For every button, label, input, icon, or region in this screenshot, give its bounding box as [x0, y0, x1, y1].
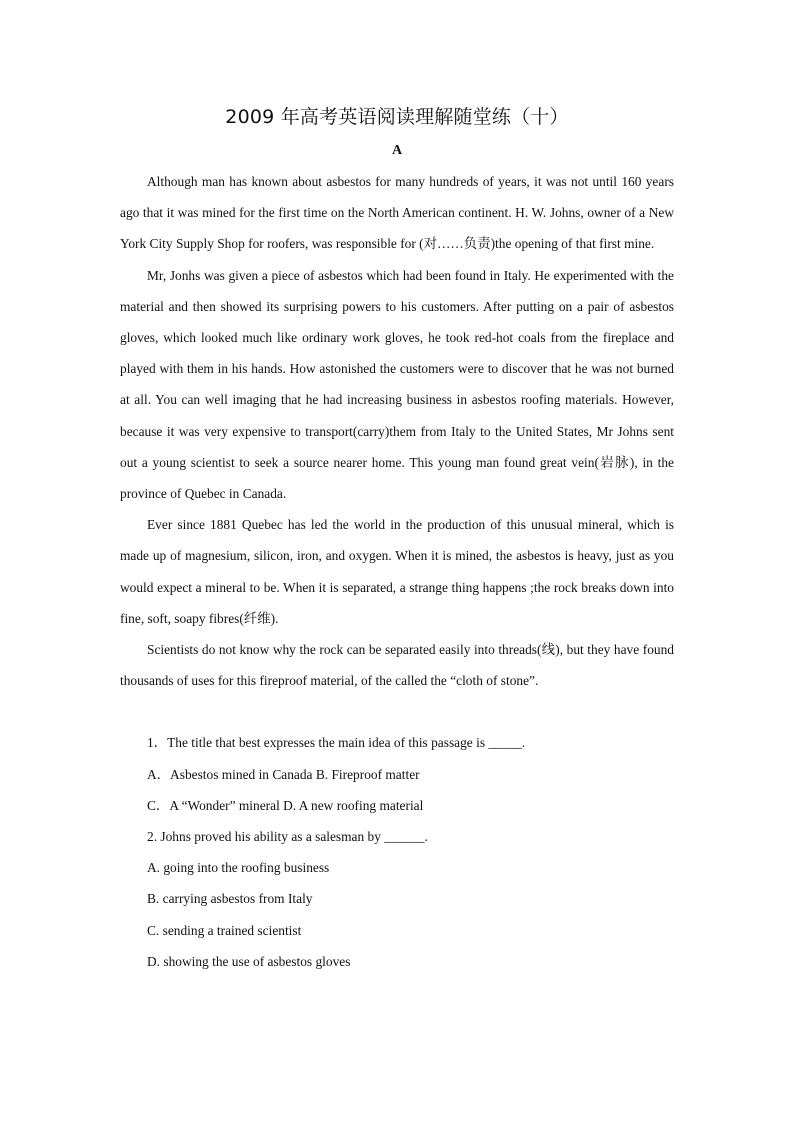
question-1-stem: 1．The title that best expresses the main idea of this passage is _____. — [147, 735, 526, 751]
page-title: 2009 年高考英语阅读理解随堂练（十） — [225, 106, 569, 128]
document-page — [120, 100, 674, 977]
question-2-option-c: C. sending a trained scientist — [147, 922, 302, 938]
question-2-option-d: D. showing the use of asbestos gloves — [147, 953, 351, 969]
question-list — [120, 727, 674, 977]
paragraph-2: Mr, Jonhs was given a piece of asbestos which had been found in Italy. He experimented with the material and then showed its surprising powers to his customers. After putting on a pair of asbestos gloves, which looked much like ordinary work gloves, he took red-hot coals from the fireplace and played with them in his hands. How astonished the customers were to discover that he was not burned at all. You can well imaging that he had increasing business in asbestos roofing materials. However, because it was very expensive to transport(carry)them from Italy to the United States, Mr Johns sent out a young scientist to seek a source nearer home. This young man found great vein(岩脉), in the province of Quebec in Canada. — [120, 267, 674, 502]
question-1-options-ab: A．Asbestos mined in Canada B. Fireproof matter — [147, 766, 420, 782]
question-2-stem: 2. Johns proved his ability as a salesman by ______. — [147, 829, 428, 845]
question-2-option-a: A. going into the roofing business — [147, 860, 330, 876]
paragraph-1: Although man has known about asbestos for many hundreds of years, it was not until 160 years ago that it was mined for the first time on the North American continent. H. W. Johns, owner of a New York City Supply Shop for roofers, was responsible for (对……负责)the opening of that first mine. — [120, 174, 674, 252]
paragraph-4: Scientists do not know why the rock can be separated easily into threads(线), but they have found thousands of uses for this fireproof material, of the called the “cloth of stone”. — [120, 642, 674, 689]
question-2-option-b: B. carrying asbestos from Italy — [147, 891, 313, 907]
question-1-options-cd: C．A “Wonder” mineral D. A new roofing material — [147, 797, 424, 813]
paragraph-3: Ever since 1881 Quebec has led the world in the production of this unusual mineral, which is made up of magnesium, silicon, iron, and oxygen. When it is mined, the asbestos is heavy, just as you would expect a mineral to be. When it is separated, a strange thing happens ;the rock breaks down into fine, soft, soapy fibres(纤维). — [120, 517, 674, 626]
section-label: A — [391, 143, 403, 158]
